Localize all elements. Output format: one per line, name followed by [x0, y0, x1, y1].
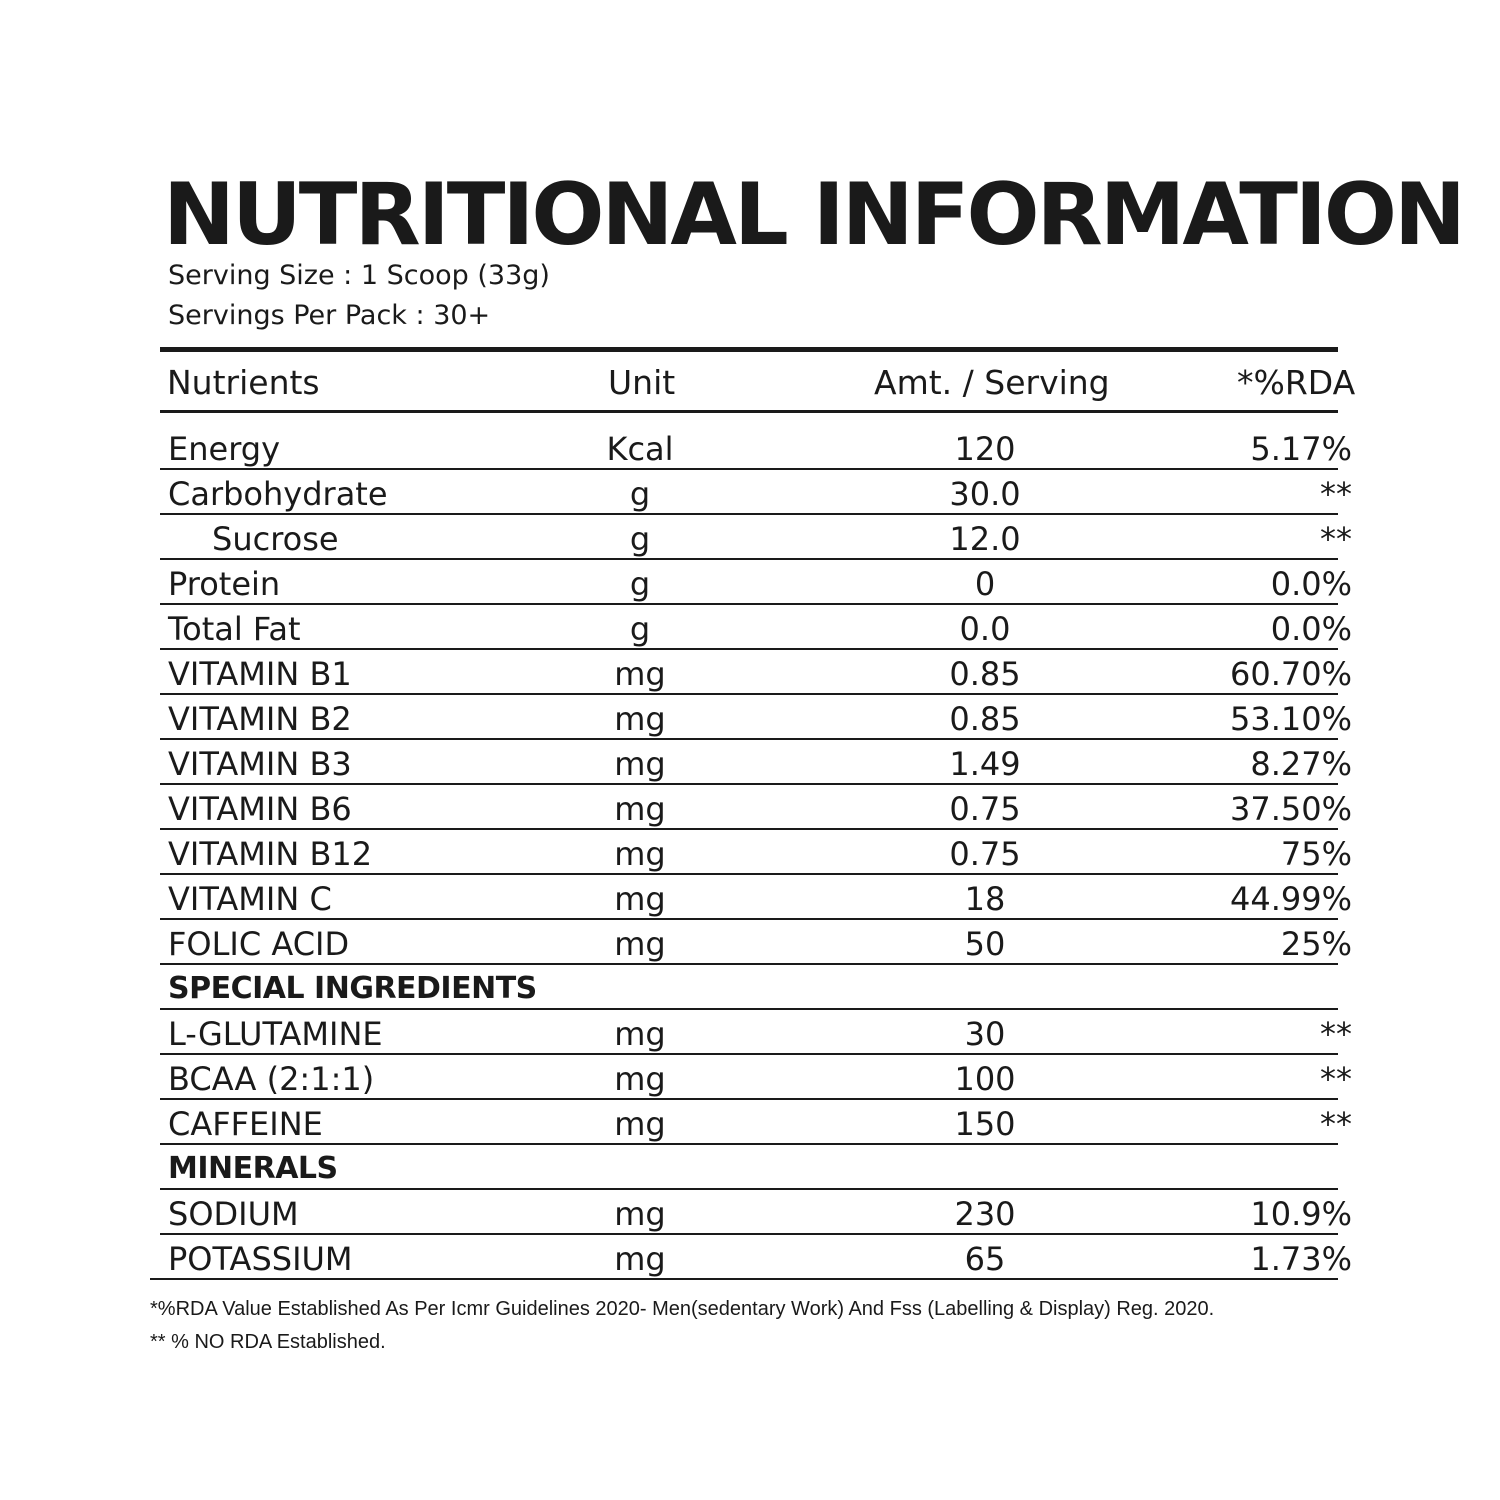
nutrient-unit: g [629, 475, 651, 513]
nutrient-rda: 53.10% [1229, 700, 1352, 738]
table-row [150, 1235, 1352, 1280]
nutrient-name: Sucrose [212, 520, 339, 558]
nutrient-name: L-GLUTAMINE [168, 1015, 383, 1053]
nutrient-unit: mg [614, 880, 666, 918]
header-nutrients: Nutrients [167, 363, 320, 402]
nutrient-unit: mg [614, 790, 666, 828]
nutrient-rda: 25% [1280, 925, 1352, 963]
nutrient-unit: mg [614, 1240, 666, 1278]
nutrient-name: Total Fat [168, 610, 301, 648]
nutrient-amount: 12.0 [949, 520, 1021, 558]
table-row [160, 425, 1352, 470]
nutrient-name: Carbohydrate [168, 475, 388, 513]
table-row [160, 560, 1352, 605]
nutrient-rda: ** [1320, 1105, 1352, 1143]
nutrient-name: VITAMIN B3 [168, 745, 352, 783]
nutrient-unit: mg [614, 745, 666, 783]
nutrient-name: FOLIC ACID [168, 925, 350, 963]
footnote-no-rda: ** % NO RDA Established. [150, 1331, 386, 1353]
nutrient-amount: 150 [954, 1105, 1016, 1143]
page-title: NUTRITIONAL INFORMATION [163, 165, 1463, 265]
nutrient-rda: ** [1320, 475, 1352, 513]
nutrient-rda: ** [1320, 520, 1352, 558]
nutrient-name: BCAA (2:1:1) [168, 1060, 375, 1098]
table-row [160, 470, 1352, 515]
nutrient-unit: mg [614, 1060, 666, 1098]
nutrient-unit: g [629, 610, 651, 648]
table-row [160, 785, 1352, 830]
nutrient-rda: 75% [1280, 835, 1352, 873]
nutrient-name: VITAMIN B2 [168, 700, 352, 738]
nutrient-amount: 0.85 [949, 655, 1021, 693]
section-header-minerals [160, 1145, 1338, 1190]
header-rule [160, 410, 1338, 413]
nutrient-name: VITAMIN B1 [168, 655, 352, 693]
nutrient-unit: mg [614, 925, 666, 963]
nutrient-amount: 120 [954, 430, 1016, 468]
nutrient-amount: 18 [964, 880, 1006, 918]
nutrient-amount: 0.75 [949, 835, 1021, 873]
table-row [160, 1190, 1352, 1235]
nutrient-rda: 37.50% [1229, 790, 1352, 828]
nutrient-amount: 0.85 [949, 700, 1021, 738]
nutrient-amount: 65 [964, 1240, 1006, 1278]
nutrient-amount: 30.0 [949, 475, 1021, 513]
nutrient-unit: g [629, 565, 651, 603]
nutrient-amount: 0.0 [959, 610, 1011, 648]
section-title: SPECIAL INGREDIENTS [168, 971, 537, 1006]
table-row [160, 920, 1352, 965]
nutrient-amount: 30 [964, 1015, 1006, 1053]
nutrient-unit: mg [614, 835, 666, 873]
header-unit: Unit [608, 363, 676, 402]
table-row [160, 1100, 1352, 1145]
table-row [160, 650, 1352, 695]
nutrient-rda: 10.9% [1250, 1195, 1352, 1233]
nutrient-name: VITAMIN B12 [168, 835, 373, 873]
serving-size: Serving Size : 1 Scoop (33g) [168, 260, 550, 291]
nutrient-unit: Kcal [606, 430, 674, 468]
table-row [160, 695, 1352, 740]
nutrient-rda: 8.27% [1250, 745, 1352, 783]
nutrient-name: Energy [168, 430, 281, 468]
nutrient-unit: mg [614, 1195, 666, 1233]
section-title: MINERALS [168, 1151, 338, 1186]
nutrient-rda: 44.99% [1229, 880, 1352, 918]
nutrient-unit: mg [614, 1015, 666, 1053]
table-row [160, 605, 1352, 650]
table-top-rule [160, 347, 1338, 352]
nutrient-unit: mg [614, 655, 666, 693]
nutrient-name: POTASSIUM [168, 1240, 353, 1278]
nutrient-name: Protein [168, 565, 281, 603]
nutrient-amount: 0 [974, 565, 996, 603]
table-row [160, 875, 1352, 920]
header-rda: *%RDA [1237, 363, 1356, 402]
nutrient-rda: ** [1320, 1060, 1352, 1098]
table-row [160, 740, 1352, 785]
nutrient-name: SODIUM [168, 1195, 299, 1233]
nutrient-rda: ** [1320, 1015, 1352, 1053]
nutrient-unit: mg [614, 1105, 666, 1143]
header-amount: Amt. / Serving [874, 363, 1110, 402]
nutrient-name: CAFFEINE [168, 1105, 323, 1143]
nutrient-amount: 0.75 [949, 790, 1021, 828]
nutrient-unit: mg [614, 700, 666, 738]
nutrient-amount: 230 [954, 1195, 1016, 1233]
table-row [160, 515, 1352, 560]
nutrient-rda: 0.0% [1270, 610, 1352, 648]
nutrient-unit: g [629, 520, 651, 558]
section-header-special-ingredients [160, 965, 1338, 1010]
nutrient-amount: 50 [964, 925, 1006, 963]
nutrient-rda: 1.73% [1250, 1240, 1352, 1278]
nutrient-rda: 0.0% [1270, 565, 1352, 603]
nutrient-amount: 1.49 [949, 745, 1021, 783]
nutrient-rda: 5.17% [1250, 430, 1352, 468]
table-row [160, 830, 1352, 875]
servings-per-pack: Servings Per Pack : 30+ [168, 300, 491, 331]
footnote-rda-basis: *%RDA Value Established As Per Icmr Guidelines 2020- Men(sedentary Work) And Fss (Labelling & Display) Reg. 2020. [150, 1298, 1215, 1320]
nutrient-rda: 60.70% [1229, 655, 1352, 693]
table-row [160, 1010, 1352, 1055]
nutrient-name: VITAMIN C [168, 880, 332, 918]
nutrient-name: VITAMIN B6 [168, 790, 352, 828]
nutrient-amount: 100 [954, 1060, 1016, 1098]
table-row [160, 1055, 1352, 1100]
